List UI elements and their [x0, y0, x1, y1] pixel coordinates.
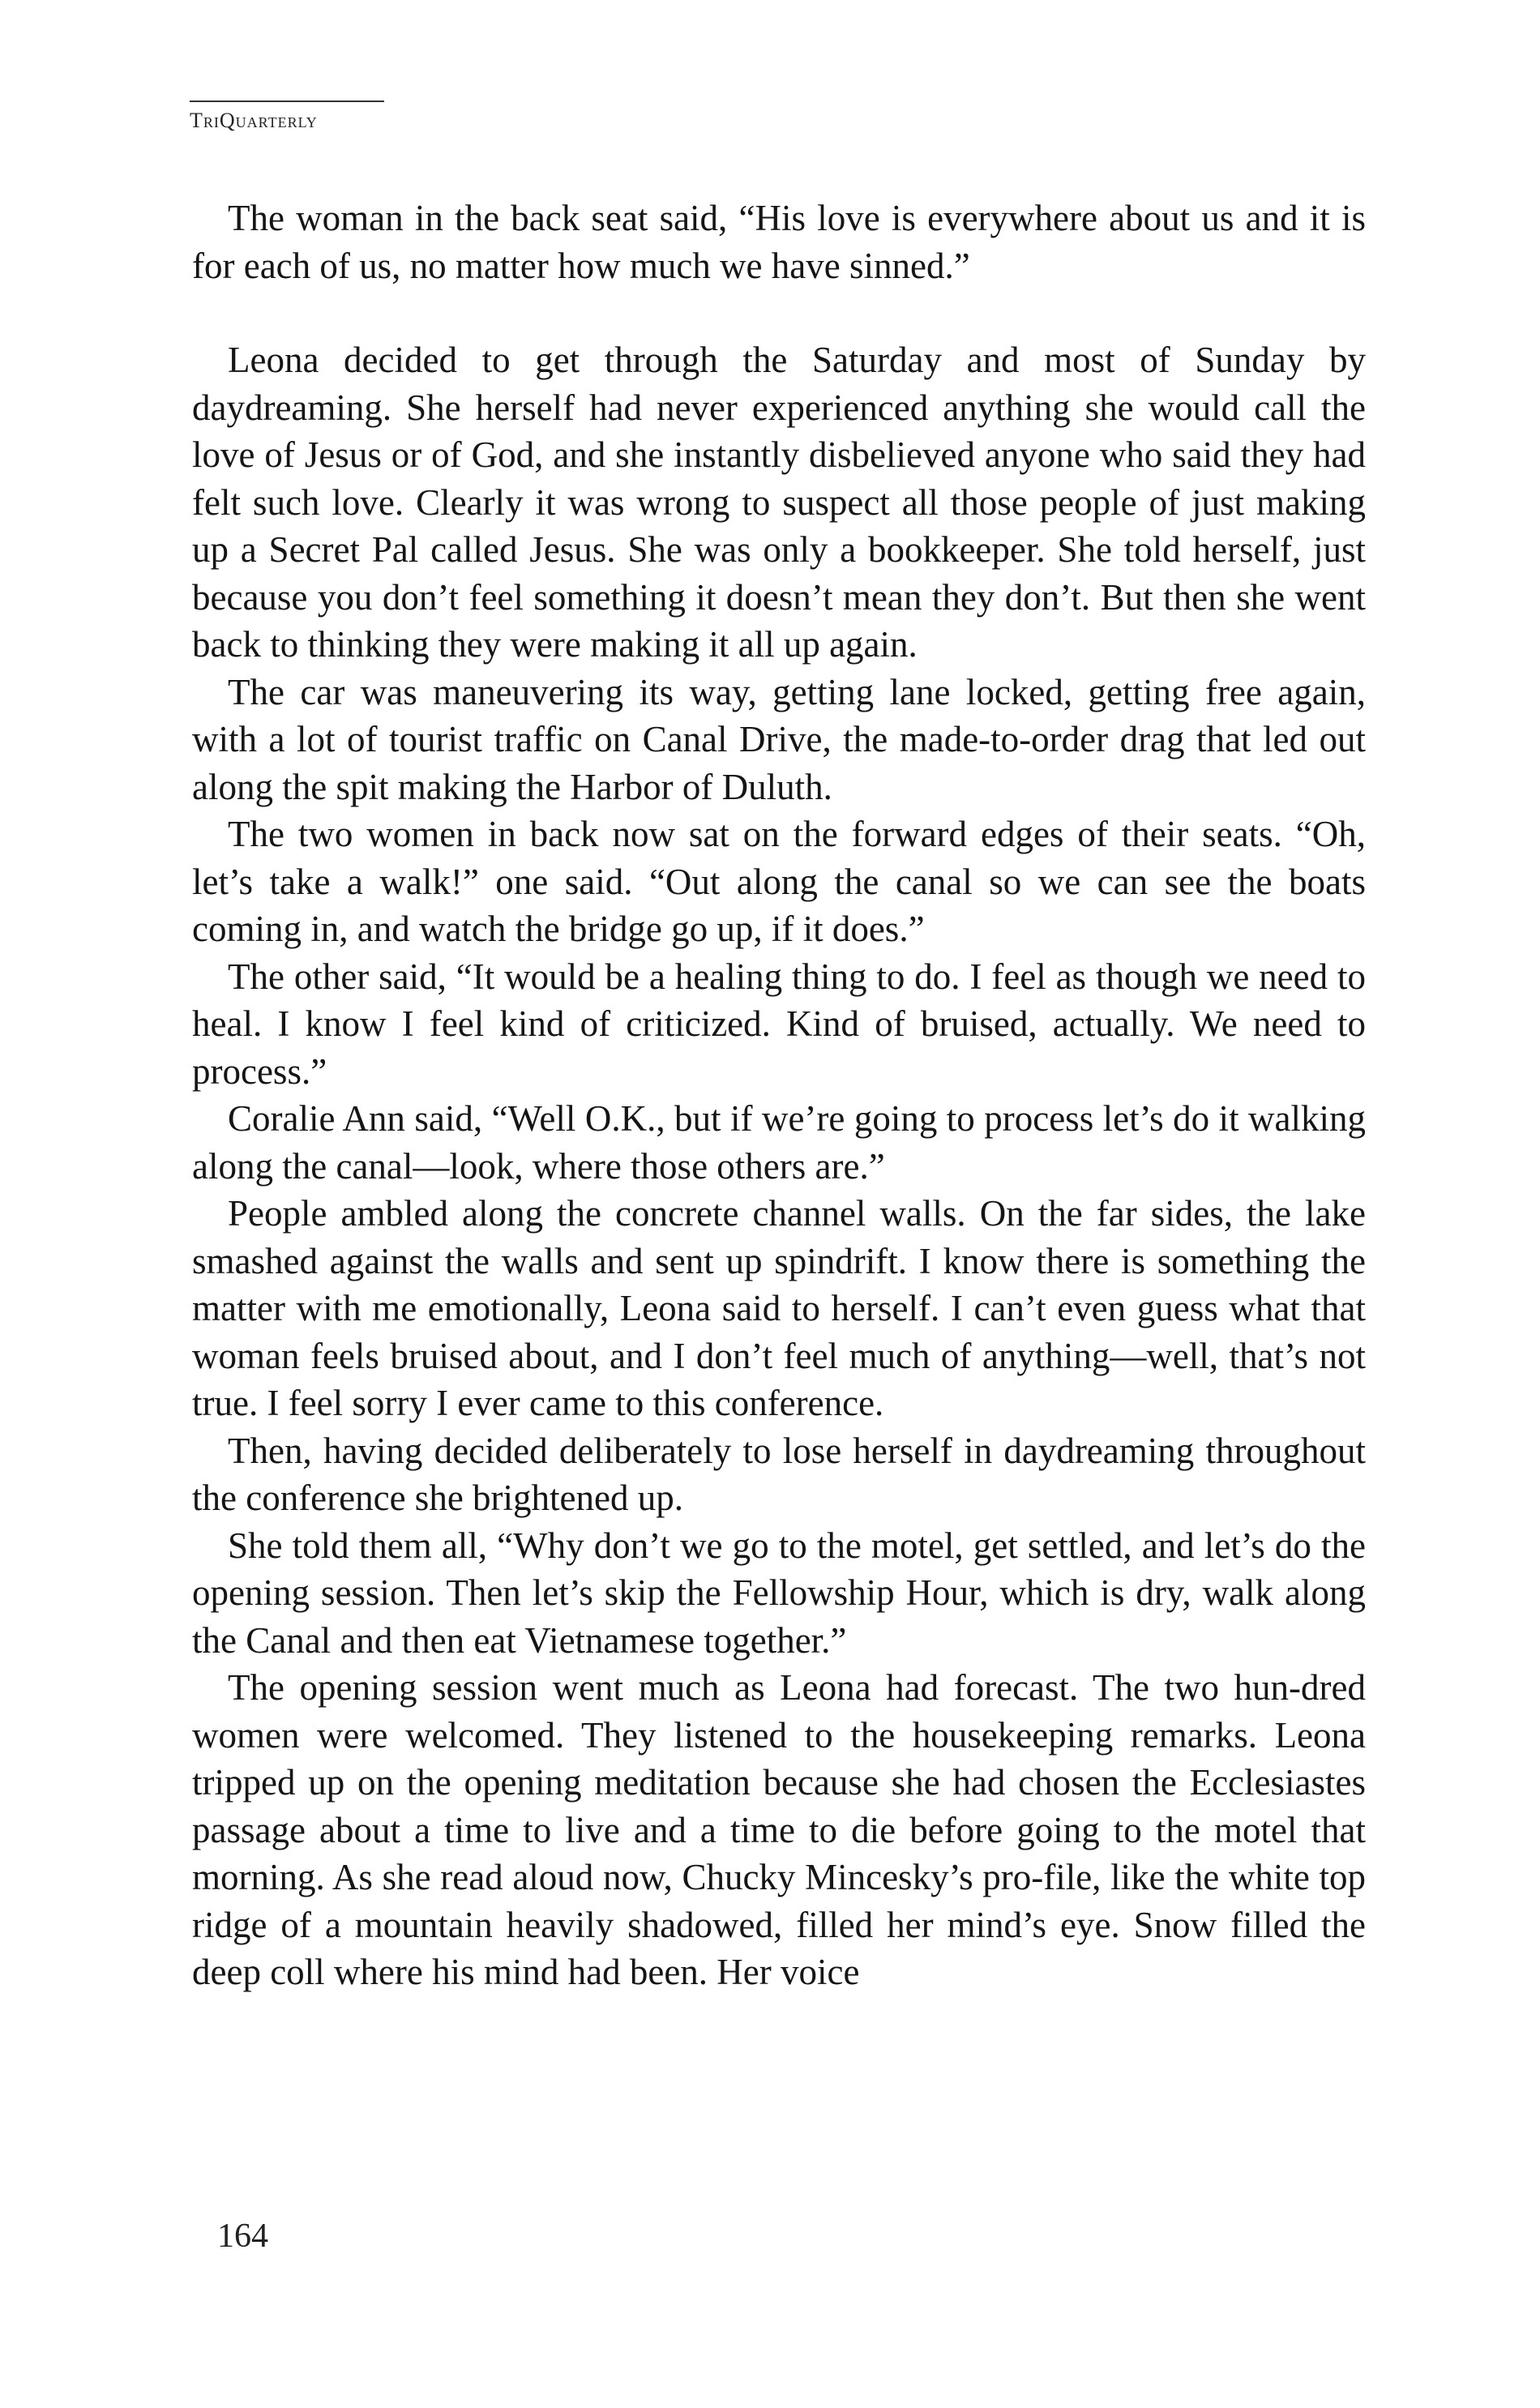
paragraph: The other said, “It would be a healing thing to do. I feel as though we need to heal. I know I feel kind of criticized. Kind of bruised, actually. We need to process.”	[192, 956, 1366, 1092]
page-number: 164	[217, 2218, 268, 2255]
paragraph: The opening session went much as Leona had forecast. The two hun-dred women were welcomed. They listened to the housekeeping remarks. Leona tripped up on the opening meditation because she had chosen the Ecclesiastes passage about a time to live and a time to die before going to the motel that morning. As she read aloud now, Chucky Mincesky’s pro-file, like the white top ridge of a mountain heavily shadowed, filled her mind’s eye. Snow filled the deep coll where his mind had been. Her voice	[192, 1667, 1366, 1992]
body-text	[192, 195, 1366, 1996]
paragraph: The woman in the back seat said, “His love is everywhere about us and it is for each of us, no matter how much we have sinned.”	[192, 198, 1366, 286]
paragraph: Leona decided to get through the Saturday and most of Sunday by daydreaming. She herself had never experienced anything she would call the love of Jesus or of God, and she instantly disbelieved anyone who said they had felt such love. Clearly it was wrong to suspect all those people of just making up a Secret Pal called Jesus. She was only a bookkeeper. She told herself, just because you don’t feel something it doesn’t mean they don’t. But then she went back to thinking they were making it all up again.	[192, 340, 1366, 665]
paragraph: She told them all, “Why don’t we go to the motel, get settled, and let’s do the opening session. Then let’s skip the Fellowship Hour, which is dry, walk along the Canal and then eat Vietnamese together.”	[192, 1525, 1366, 1661]
paragraph: Then, having decided deliberately to lose herself in daydreaming throughout the conference she brightened up.	[192, 1430, 1366, 1518]
paragraph: Coralie Ann said, “Well O.K., but if we’re going to process let’s do it walking along the canal—look, where those others are.”	[192, 1098, 1366, 1187]
running-head: TriQuarterly	[190, 101, 384, 133]
paragraph: The two women in back now sat on the forward edges of their seats. “Oh, let’s take a walk!” one said. “Out along the canal so we can see the boats coming in, and watch the bridge go up, if it does.”	[192, 814, 1366, 949]
paragraph: The car was maneuvering its way, getting lane locked, getting free again, with a lot of tourist traffic on Canal Drive, the made-to-order drag that led out along the spit making the Harbor of Duluth.	[192, 671, 1366, 807]
paragraph: People ambled along the concrete channel walls. On the far sides, the lake smashed against the walls and sent up spindrift. I know there is something the matter with me emotionally, Leona said to herself. I can’t even guess what that woman feels bruised about, and I don’t feel much of anything—well, that’s not true. I feel sorry I ever came to this conference.	[192, 1193, 1366, 1423]
